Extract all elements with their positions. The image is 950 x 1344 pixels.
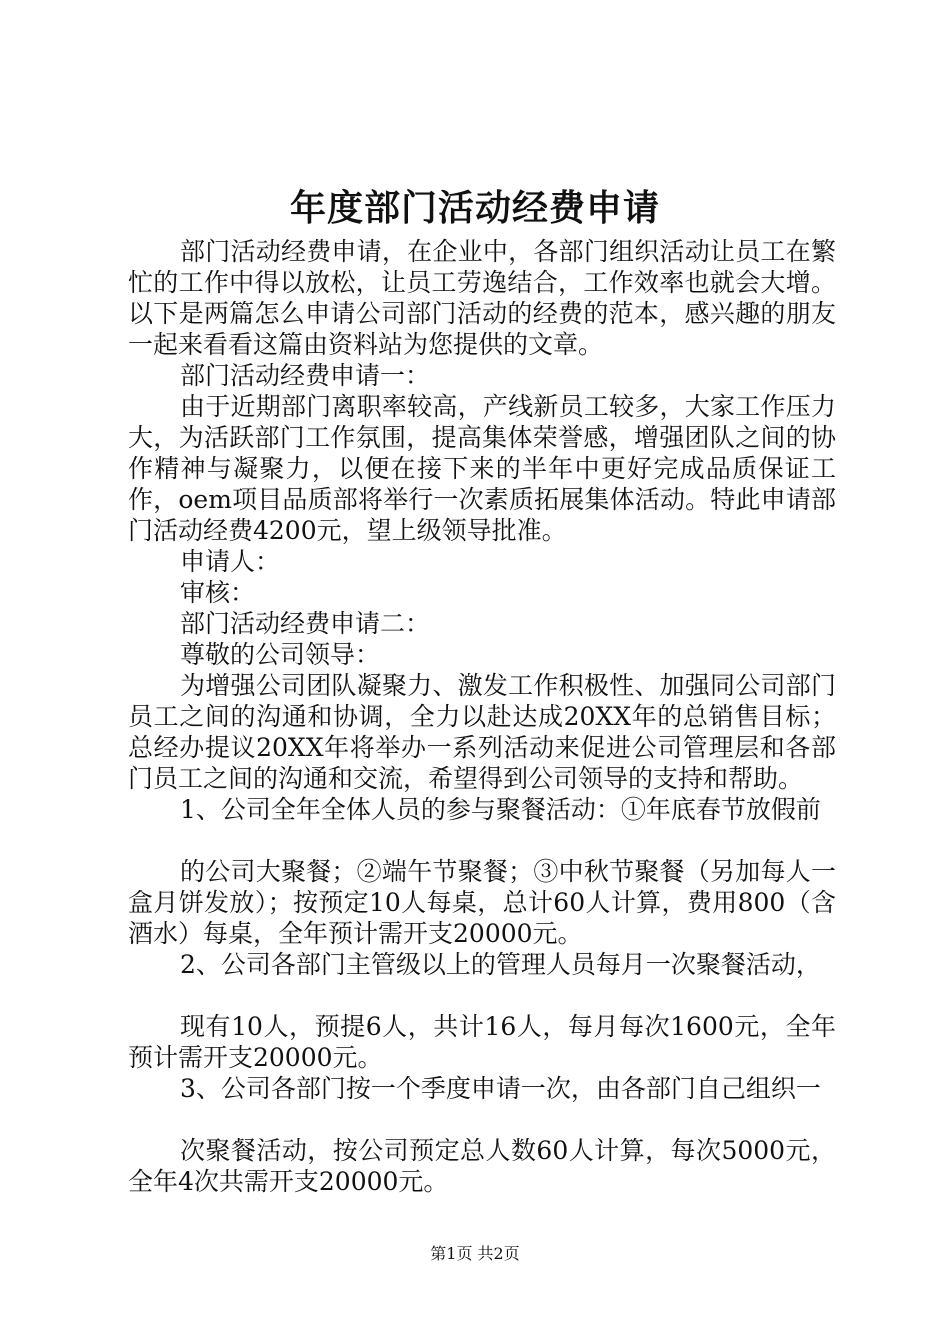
document-body [128, 236, 836, 1197]
section-heading-1: 部门活动经费申请一： [180, 361, 431, 390]
intro-paragraph: 部门活动经费申请，在企业中，各部门组织活动让员工在繁忙的工作中得以放松，让员工劳逸结合，工作效率也就会大增。以下是两篇怎么申请公司部门活动的经费的范本，感兴趣的朋友一起来看看这篇由资料站为您提供的文章。 [128, 237, 836, 359]
item-1-line: 1、公司全年全体人员的参与聚餐活动：①年底春节放假前 [180, 795, 821, 824]
reviewer-label: 审核： [180, 578, 256, 607]
item-3-continuation: 次聚餐活动，按公司预定总人数60人计算，每次5000元，全年4次共需开支20000元。 [128, 1136, 836, 1196]
document-title: 年度部门活动经费申请 [289, 187, 660, 229]
item-1-continuation: 的公司大聚餐；②端午节聚餐；③中秋节聚餐（另加每人一盒月饼发放）；按预定10人每桌，总计60人计算，费用800（含酒水）每桌，全年预计需开支20000元。 [128, 857, 836, 948]
item-2-line: 2、公司各部门主管级以上的管理人员每月一次聚餐活动， [180, 950, 821, 979]
page-number-footer: 第1页 共2页 [430, 1244, 520, 1263]
application-1-paragraph: 由于近期部门离职率较高，产线新员工较多，大家工作压力大，为活跃部门工作氛围，提高集体荣誉感，增强团队之间的协作精神与凝聚力，以便在接下来的半年中更好完成品质保证工作，oem项目品质部将举行一次素质拓展集体活动。特此申请部门活动经费4200元，望上级领导批准。 [128, 392, 836, 545]
applicant-label: 申请人： [180, 547, 281, 576]
application-2-paragraph: 为增强公司团队凝聚力、激发工作积极性、加强同公司部门员工之间的沟通和协调，全力以赴达成20XX年的总销售目标；总经办提议20XX年将举办一系列活动来促进公司管理层和各部门员工之间的沟通和交流，希望得到公司领导的支持和帮助。 [128, 671, 836, 793]
salutation: 尊敬的公司领导： [180, 640, 381, 669]
section-heading-2: 部门活动经费申请二： [180, 609, 431, 638]
item-2-continuation: 现有10人，预提6人，共计16人，每月每次1600元，全年预计需开支20000元。 [128, 1012, 836, 1072]
item-3-line: 3、公司各部门按一个季度申请一次，由各部门自己组织一 [180, 1074, 821, 1103]
